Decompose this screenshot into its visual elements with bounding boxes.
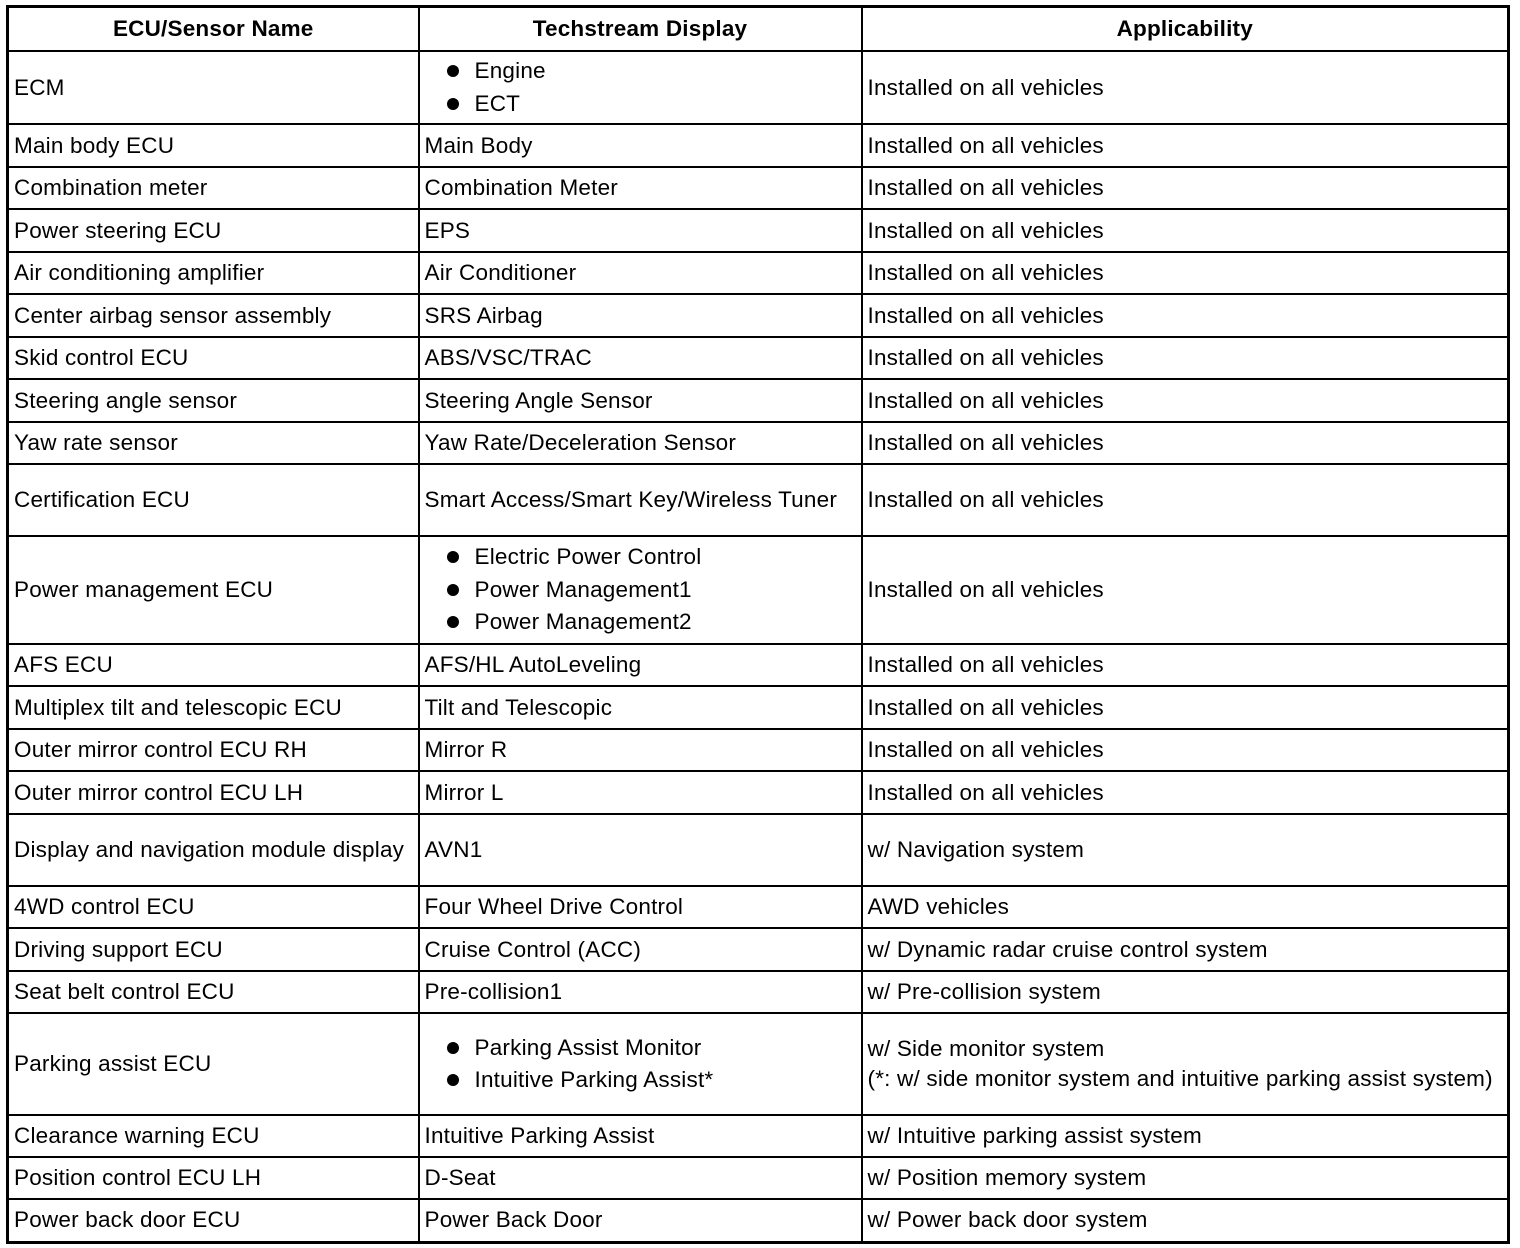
techstream-display-cell [419,51,862,124]
applicability-cell: w/ Intuitive parking assist system [862,1115,1509,1157]
applicability-cell: w/ Dynamic radar cruise control system [862,928,1509,971]
techstream-display-cell: Main Body [419,124,862,167]
table-body [8,51,1509,1242]
techstream-display-item: Power Management2 [445,606,856,639]
table-row [8,422,1509,464]
techstream-display-cell: Mirror R [419,729,862,771]
ecu-sensor-name-cell: Skid control ECU [8,337,419,379]
applicability-cell: w/ Position memory system [862,1157,1509,1199]
techstream-display-cell: Yaw Rate/Deceleration Sensor [419,422,862,464]
ecu-sensor-name-cell: Clearance warning ECU [8,1115,419,1157]
ecu-sensor-name-cell: Main body ECU [8,124,419,167]
table-row [8,337,1509,379]
ecu-sensor-name-cell: AFS ECU [8,644,419,686]
applicability-cell: Installed on all vehicles [862,771,1509,814]
table-row [8,379,1509,422]
techstream-display-cell: Smart Access/Smart Key/Wireless Tuner [419,464,862,536]
ecu-sensor-name-cell: Driving support ECU [8,928,419,971]
ecu-sensor-name-cell: Power management ECU [8,536,419,644]
ecu-sensor-name-cell: Parking assist ECU [8,1013,419,1115]
table-row [8,729,1509,771]
techstream-display-cell: Cruise Control (ACC) [419,928,862,971]
applicability-cell: Installed on all vehicles [862,536,1509,644]
table-row [8,252,1509,294]
techstream-display-item: ECT [445,88,856,121]
table-row [8,1013,1509,1115]
techstream-display-cell: ABS/VSC/TRAC [419,337,862,379]
techstream-display-cell: Air Conditioner [419,252,862,294]
applicability-cell: Installed on all vehicles [862,464,1509,536]
table-row [8,886,1509,928]
ecu-sensor-name-cell: Outer mirror control ECU RH [8,729,419,771]
table-row [8,814,1509,886]
table-row [8,771,1509,814]
table-row [8,971,1509,1013]
ecu-sensor-name-cell: 4WD control ECU [8,886,419,928]
ecu-sensor-name-cell: Seat belt control ECU [8,971,419,1013]
techstream-display-cell: SRS Airbag [419,294,862,337]
applicability-cell: Installed on all vehicles [862,644,1509,686]
applicability-cell: Installed on all vehicles [862,337,1509,379]
ecu-sensor-name-cell: Steering angle sensor [8,379,419,422]
table-row [8,1199,1509,1242]
table-row [8,536,1509,644]
ecu-sensor-name-cell: Power steering ECU [8,209,419,252]
techstream-display-cell: Intuitive Parking Assist [419,1115,862,1157]
ecu-sensor-name-cell: Power back door ECU [8,1199,419,1242]
applicability-cell: AWD vehicles [862,886,1509,928]
table-row [8,209,1509,252]
header-techstream-display: Techstream Display [419,7,862,52]
techstream-display-cell: Mirror L [419,771,862,814]
table-row [8,51,1509,124]
applicability-cell: Installed on all vehicles [862,294,1509,337]
techstream-display-cell: Pre-collision1 [419,971,862,1013]
applicability-cell: w/ Side monitor system (*: w/ side monitor system and intuitive parking assist system) [862,1013,1509,1115]
applicability-cell: Installed on all vehicles [862,209,1509,252]
ecu-sensor-name-cell: Center airbag sensor assembly [8,294,419,337]
table-row [8,1157,1509,1199]
table-row [8,928,1509,971]
techstream-display-cell: AVN1 [419,814,862,886]
applicability-cell: Installed on all vehicles [862,252,1509,294]
techstream-display-cell: EPS [419,209,862,252]
techstream-display-cell: AFS/HL AutoLeveling [419,644,862,686]
applicability-cell: Installed on all vehicles [862,422,1509,464]
ecu-sensor-name-cell: Combination meter [8,167,419,209]
ecu-sensor-name-cell: Display and navigation module display [8,814,419,886]
techstream-display-list [425,1032,856,1097]
techstream-display-list [425,55,856,120]
ecu-sensor-name-cell: Outer mirror control ECU LH [8,771,419,814]
techstream-display-cell [419,1013,862,1115]
applicability-cell: Installed on all vehicles [862,124,1509,167]
techstream-display-item: Engine [445,55,856,88]
header-ecu-sensor-name: ECU/Sensor Name [8,7,419,52]
table-row [8,167,1509,209]
techstream-display-item: Intuitive Parking Assist* [445,1064,856,1097]
techstream-display-cell: Steering Angle Sensor [419,379,862,422]
techstream-display-item: Electric Power Control [445,541,856,574]
techstream-display-list [425,541,856,639]
ecu-sensor-name-cell: Air conditioning amplifier [8,252,419,294]
ecu-sensor-name-cell: Certification ECU [8,464,419,536]
applicability-cell: Installed on all vehicles [862,51,1509,124]
table-row [8,464,1509,536]
techstream-display-item: Parking Assist Monitor [445,1032,856,1065]
table-row [8,124,1509,167]
applicability-cell: w/ Pre-collision system [862,971,1509,1013]
applicability-cell: w/ Navigation system [862,814,1509,886]
applicability-cell: Installed on all vehicles [862,729,1509,771]
ecu-sensor-name-cell: Multiplex tilt and telescopic ECU [8,686,419,729]
techstream-display-item: Power Management1 [445,574,856,607]
techstream-display-cell [419,536,862,644]
applicability-cell: Installed on all vehicles [862,379,1509,422]
ecu-sensor-name-cell: ECM [8,51,419,124]
ecu-sensor-name-cell: Position control ECU LH [8,1157,419,1199]
techstream-display-cell: Power Back Door [419,1199,862,1242]
table-row [8,644,1509,686]
techstream-display-cell: Four Wheel Drive Control [419,886,862,928]
applicability-cell: Installed on all vehicles [862,167,1509,209]
ecu-sensor-name-cell: Yaw rate sensor [8,422,419,464]
applicability-cell: Installed on all vehicles [862,686,1509,729]
techstream-display-cell: D-Seat [419,1157,862,1199]
table-row [8,294,1509,337]
table-row [8,686,1509,729]
techstream-display-cell: Combination Meter [419,167,862,209]
header-row [8,7,1509,52]
table-row [8,1115,1509,1157]
ecu-table [6,5,1510,1244]
applicability-cell: w/ Power back door system [862,1199,1509,1242]
header-applicability: Applicability [862,7,1509,52]
techstream-display-cell: Tilt and Telescopic [419,686,862,729]
